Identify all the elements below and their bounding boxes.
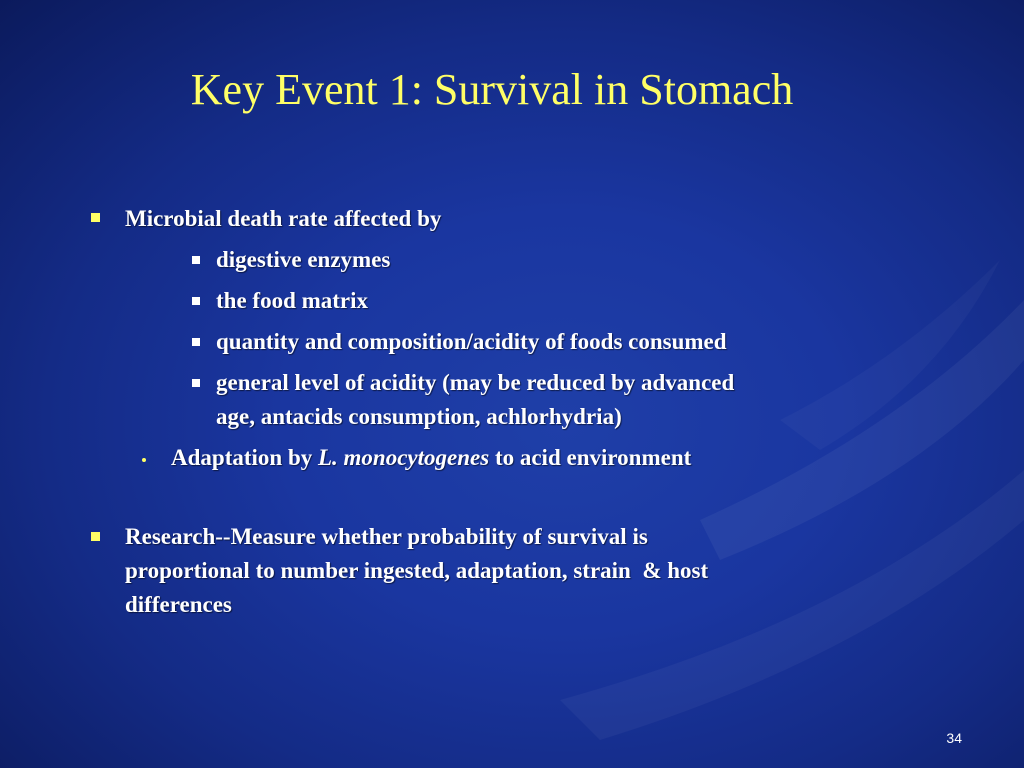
sub-item-text: general level of acidity (may be reduced by advanced xyxy=(216,370,735,395)
adaptation-line xyxy=(171,441,691,475)
square-bullet-icon xyxy=(192,379,200,387)
square-bullet-icon xyxy=(91,532,100,541)
sub-item-text: quantity and composition/acidity of foods consumed xyxy=(216,329,727,354)
organism-name: L. monocytogenes xyxy=(317,445,490,470)
square-bullet-icon xyxy=(192,256,200,264)
slide-title: Key Event 1: Survival in Stomach xyxy=(190,65,794,114)
sub-item-text-continued: age, antacids consumption, achlorhydria) xyxy=(216,404,622,429)
adaptation-suffix: to acid environment xyxy=(489,445,692,470)
bullet-text-death-rate: Microbial death rate affected by xyxy=(125,206,442,231)
square-bullet-icon xyxy=(192,338,200,346)
adaptation-prefix: Adaptation by xyxy=(171,445,318,470)
research-text-line: Research--Measure whether probability of survival is xyxy=(125,524,648,549)
sub-item-text: the food matrix xyxy=(216,288,369,313)
square-bullet-icon xyxy=(192,297,200,305)
square-bullet-icon xyxy=(91,213,100,222)
page-number: 34 xyxy=(946,730,962,746)
research-text-line: proportional to number ingested, adaptation, strain & host xyxy=(125,558,709,583)
sub-item-text: digestive enzymes xyxy=(216,247,391,272)
dot-bullet-icon xyxy=(142,458,146,462)
research-text-line: differences xyxy=(125,592,232,617)
